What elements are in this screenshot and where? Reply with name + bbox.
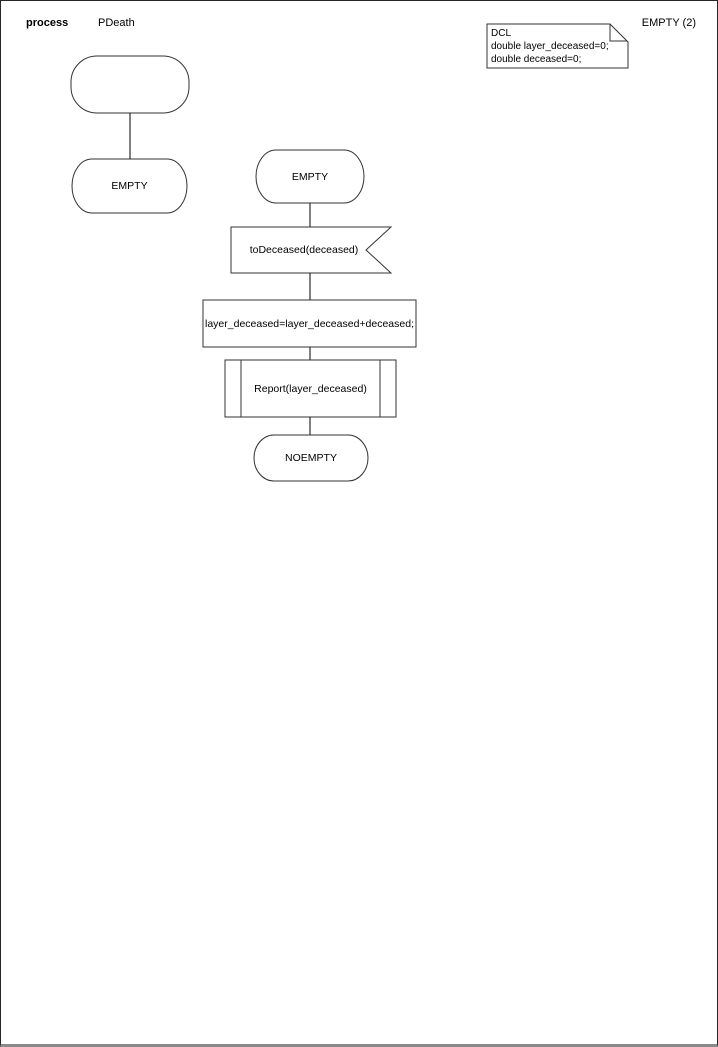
state-label-noempty[interactable]: NOEMPTY [285, 452, 337, 464]
declaration-line: double deceased=0; [491, 54, 582, 65]
start-symbol[interactable] [71, 56, 189, 113]
state-label-empty-top[interactable]: EMPTY [291, 170, 329, 183]
declaration-line: DCL [491, 28, 512, 39]
task-label[interactable]: layer_deceased=layer_deceased+deceased; [205, 317, 414, 330]
process-name: PDeath [98, 17, 135, 29]
state-label-empty-left[interactable]: EMPTY [111, 180, 148, 192]
process-kind-label: process [26, 17, 69, 29]
declaration-line: double layer_deceased=0; [491, 41, 609, 52]
procedure-call-label[interactable]: Report(layer_deceased) [254, 382, 367, 395]
declaration-text[interactable] [491, 27, 621, 66]
page-reference-label: EMPTY (2) [641, 17, 696, 29]
input-signal-label[interactable]: toDeceased(deceased) [249, 244, 359, 256]
